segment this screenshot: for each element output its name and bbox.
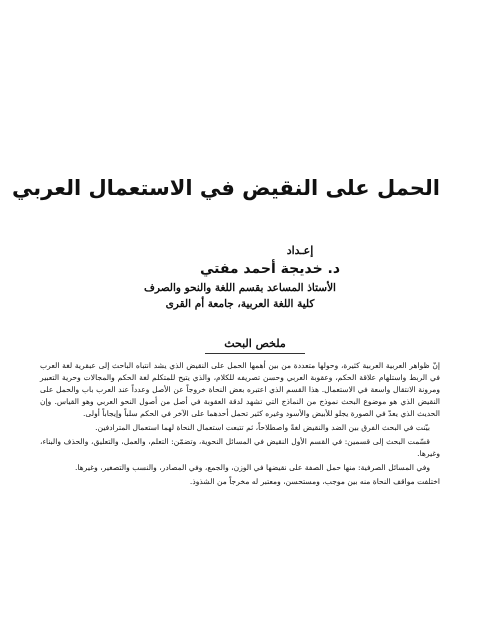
author-name: د. خديجة أحمد مفتي [199, 261, 341, 277]
paper-title: الحمل على النقيض في الاستعمال العربي [12, 176, 440, 200]
author-college: كلية اللغة العربية، جامعة أم القرى [165, 298, 315, 310]
author-block [40, 244, 440, 312]
abstract-heading: ملخص البحث [224, 337, 286, 350]
author-position: الأستاذ المساعد بقسم اللغة والنحو والصرف [144, 282, 336, 294]
abstract-paragraph: قسّمت البحث إلى قسمين: في القسم الأول النقيض في المسائل النحوية، وتضمّن: التعلم، والعمل، والتعليق، والحذف والبناء، وغيرها. [40, 437, 440, 458]
abstract-paragraph: بيّنت في البحث الفرق بين الضد والنقيض لغةً واصطلاحاً، ثم تتبعت استعمال النحاة لهما استعمال المترادفين. [95, 423, 430, 432]
abstract-paragraph: اختلفت مواقف النحاة منه بين موجب، ومستحسن، ومعتبر له مخرجاً من الشذوذ. [189, 477, 440, 486]
abstract-body [40, 360, 440, 490]
prepared-by-label: إعـداد [286, 244, 314, 257]
abstract-paragraph: وفي المسائل الصرفية: منها حمل الصفة على نقيضها في الوزن، والجمع، وفي المصادر، والنسب والتصغير، وغيرها. [74, 463, 430, 472]
abstract-paragraph: إنّ ظواهر العربية العربية كثيرة، وحولها متعددة من بين أهمها الحمل على النقيض الذي يشد انتباه الباحث إلى عبقرية لغة العرب في الربط واستلهام علاقة الحكم، وعقوبة العربي وحسن تصريفه للكلام، والذي يتيح للمتكلم لغة الحكم والمجالات وحرية التعبير ومرونة الانتقال واسعة في الاستعمال. هذا القسم الذي اعتبره بعض النحاة خروجاً عن الأصل وعدداً عند العرب باب والحمل على النقيض الذي هو موضوع البحث نموذج من النماذج التي تشهد لدقة العقوبة في أصل من أصول النحو العربي وهو القياس. وإن الحديث الذي يعدّ في الصورة يجلو للأبيض والأسود وغيره كثير تحمل أحدهما على الآخر في الحكم سلباً وإيجاباً أولى. [40, 361, 440, 418]
abstract-heading-underline [205, 353, 305, 354]
